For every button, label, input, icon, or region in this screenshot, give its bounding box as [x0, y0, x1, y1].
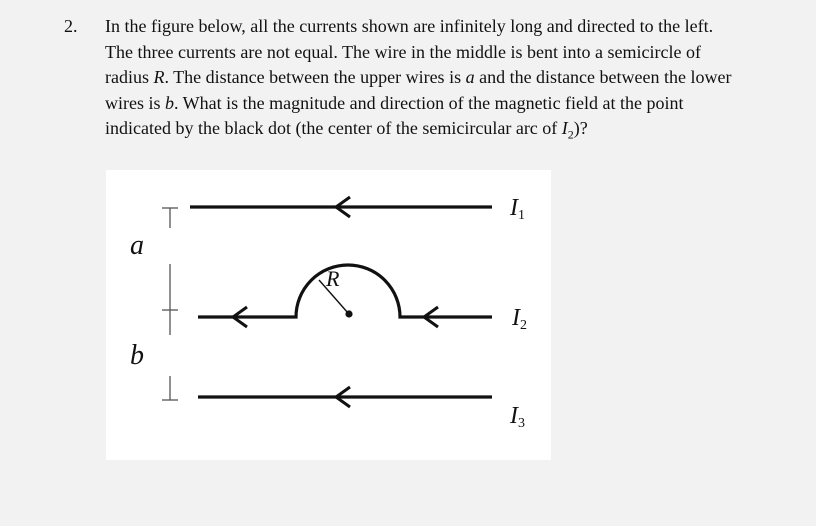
label-b: b — [130, 340, 144, 371]
current-wires-figure — [106, 170, 551, 460]
variable-I2-subscript: 2 — [567, 127, 574, 142]
label-I3-subscript: 3 — [518, 416, 525, 431]
question-line-4-text-b: . What is the magnitude and direction of the magnetic field at the point — [174, 92, 684, 113]
center-point-dot — [345, 310, 352, 317]
question-line-5-text-b: )? — [573, 118, 588, 138]
question-line-2 — [105, 40, 785, 66]
label-R: R — [326, 266, 340, 291]
variable-I2: I — [561, 118, 568, 138]
question-line-3-text-a: radius — [105, 67, 154, 87]
label-I1-subscript: 1 — [518, 208, 525, 223]
question-line-4 — [105, 91, 785, 117]
question-line-4-text-a: wires is — [105, 92, 165, 113]
question-line-3-text-c: and the distance between the lower — [474, 67, 732, 87]
question-line-5-text-a: indicated by the black dot (the center of the semicircular arc of — [105, 118, 562, 138]
question-line-5 — [105, 116, 785, 148]
label-I3-symbol: I — [510, 403, 518, 429]
variable-b: b — [165, 92, 174, 113]
label-I2 — [512, 306, 527, 333]
label-a: a — [130, 230, 144, 261]
question-number: 2. — [64, 16, 78, 36]
question-line-1 — [105, 14, 785, 40]
label-I2-symbol: I — [512, 305, 520, 331]
question-line-3 — [105, 65, 785, 91]
question-text — [105, 14, 785, 148]
question-line-1-text: In the figure below, all the currents shown are infinitely long and directed to the left. — [105, 16, 714, 36]
label-I1 — [510, 196, 525, 223]
question-line-3-text-b: . The distance between the upper wires is — [164, 67, 466, 87]
question-line-2-text: The three currents are not equal. The wire in the middle is bent into a semicircle of — [105, 41, 701, 62]
variable-a: a — [465, 67, 475, 87]
label-I3 — [510, 404, 525, 431]
variable-R: R — [153, 67, 165, 87]
label-I2-subscript: 2 — [520, 318, 527, 333]
label-I1-symbol: I — [510, 195, 518, 221]
figure-diagram — [106, 170, 551, 460]
